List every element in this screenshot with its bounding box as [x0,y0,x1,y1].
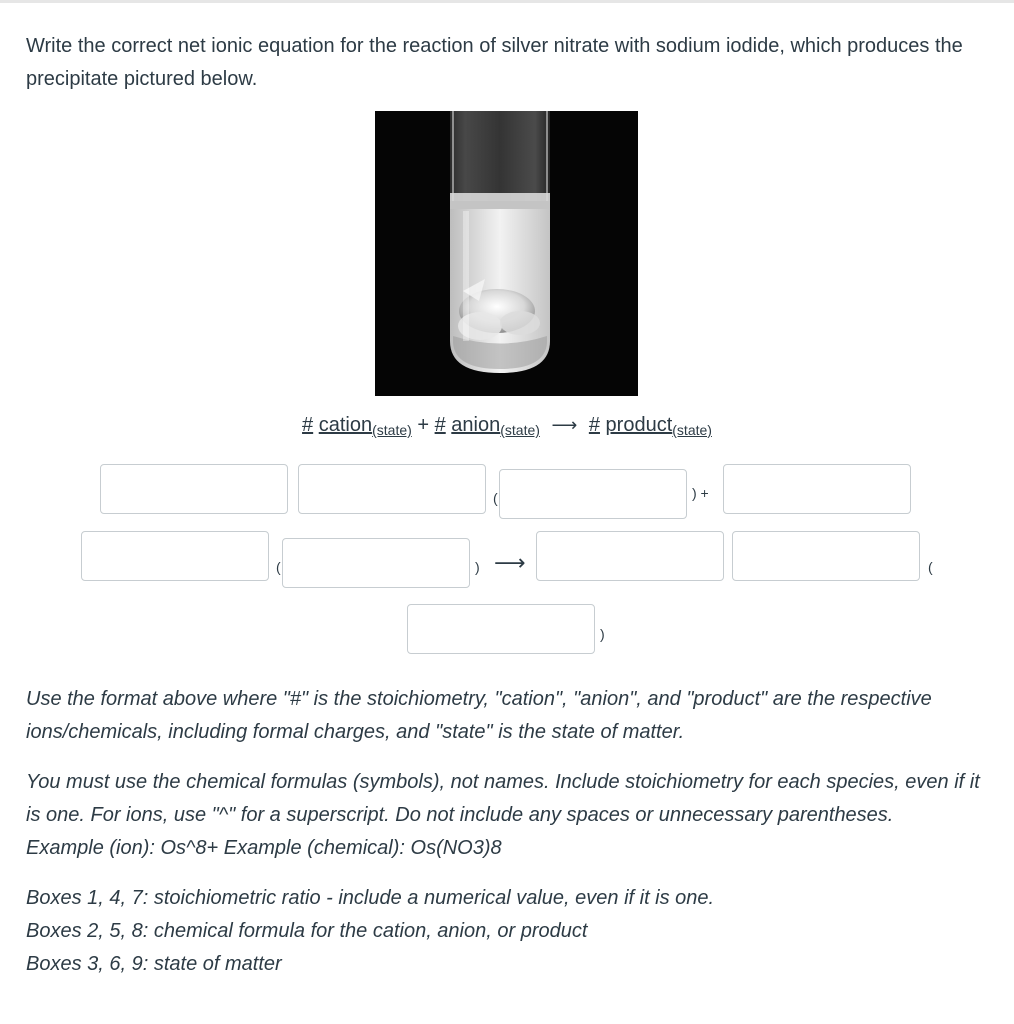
format-state-3: (state) [672,422,712,438]
format-anion: anion [451,414,501,436]
format-arrow: ⟶ [551,415,578,435]
format-hash-2: # [434,414,446,436]
format-state-2: (state) [500,422,540,438]
answer-box-9[interactable] [407,604,595,654]
instructions-para-2: You must use the chemical formulas (symbols), not names. Include stoichiometry for each species, even if it is one. For ions, use "^" for a superscript. Do not include any spaces or unnecessary parentheses. [26,771,980,826]
close-paren-plus: ) + [692,485,709,501]
reaction-arrow: ⟶ [494,550,526,575]
instructions-example: Example (ion): Os^8+ Example (chemical): Os(NO3)8 [26,837,502,859]
close-paren-2: ) [475,559,480,575]
boxes-state: Boxes 3, 6, 9: state of matter [26,953,282,975]
answer-box-7[interactable] [536,531,724,581]
format-hash-1: # [302,414,314,436]
close-paren-3: ) [600,626,605,642]
answer-box-3[interactable] [499,469,687,519]
answer-box-6[interactable] [282,538,470,588]
top-divider [0,0,1014,3]
answer-box-1[interactable] [100,464,288,514]
question-text: Write the correct net ionic equation for the reaction of silver nitrate with sodium iodide, which produces the precipitate pictured below. [26,35,963,90]
answer-box-5[interactable] [81,531,269,581]
answer-box-2[interactable] [298,464,486,514]
test-tube-drawing [375,111,638,396]
format-product: product [605,414,673,436]
boxes-stoichiometry: Boxes 1, 4, 7: stoichiometric ratio - include a numerical value, even if it is one. [26,887,715,909]
answer-box-4[interactable] [723,464,911,514]
format-hash-3: # [588,414,600,436]
answer-box-8[interactable] [732,531,920,581]
equation-format [0,414,1014,438]
open-paren-1: ( [493,490,498,506]
instructions-boxes [26,882,991,981]
open-paren-2: ( [276,559,281,575]
instructions-formula [26,766,991,865]
boxes-formula: Boxes 2, 5, 8: chemical formula for the cation, anion, or product [26,920,588,942]
instructions-format [26,683,991,749]
instructions-para-1: Use the format above where "#" is the stoichiometry, "cation", "anion", and "product" are the respective ions/chemicals, including formal charges, and "state" is the state of matter. [26,688,932,743]
format-plus: + [417,414,430,436]
precipitate-photo [375,111,638,396]
format-cation: cation [318,414,373,436]
open-paren-3: ( [928,559,933,575]
format-state-1: (state) [372,422,412,438]
